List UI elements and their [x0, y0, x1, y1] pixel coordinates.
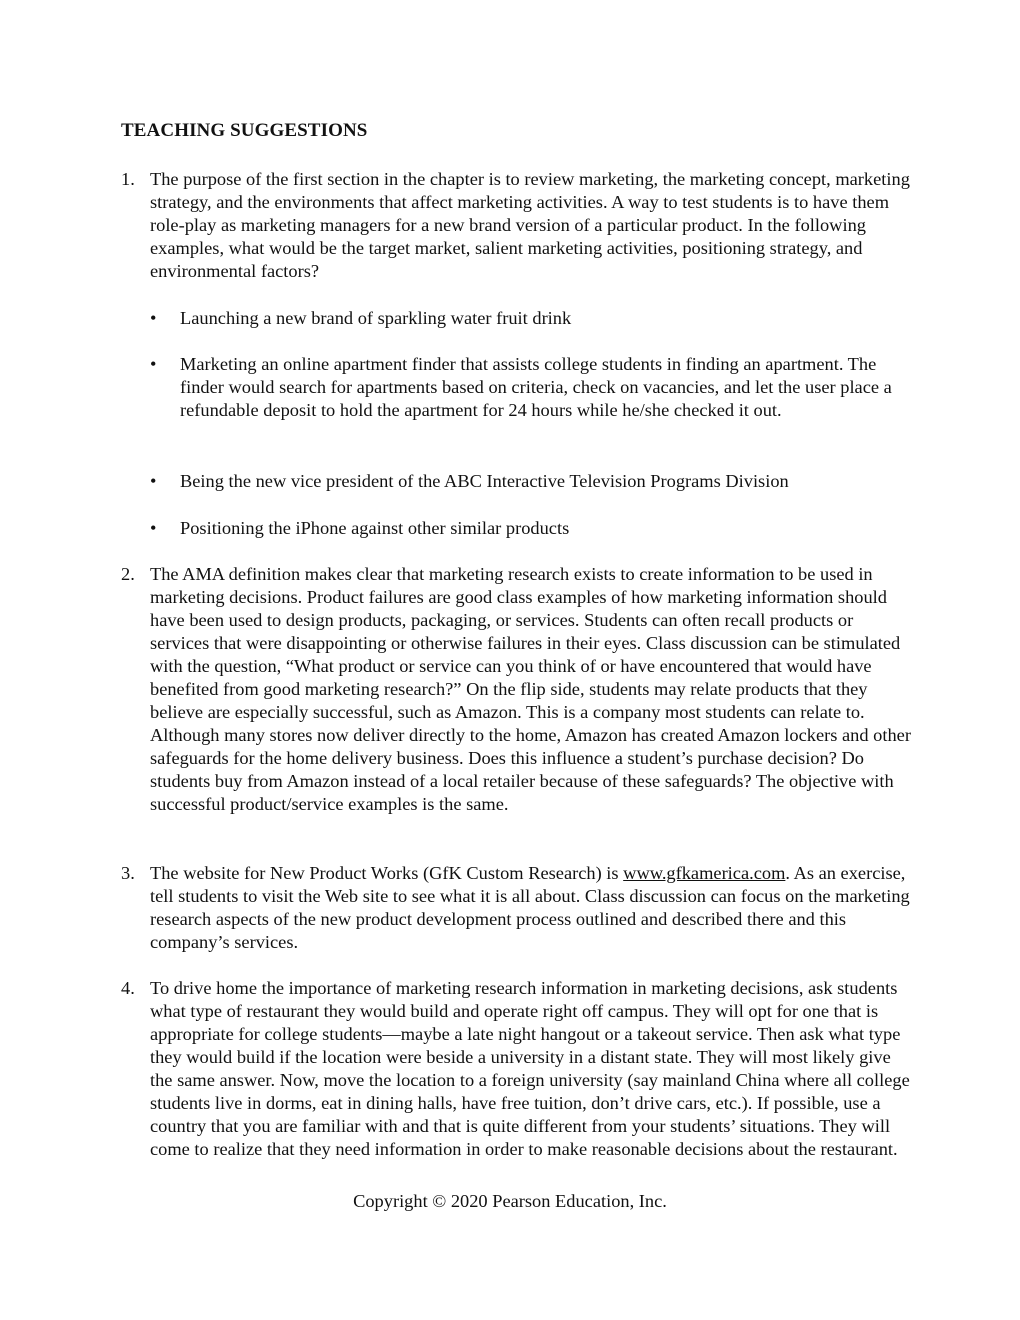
- list-item-text: The AMA definition makes clear that marketing research exists to create information to be used in marketing decisions. Product failures are good class examples of how marketing information should have been used to design products, packaging, or services. Students can often recall products or services that were disappointing or otherwise failures in their eyes. Class discussion can be stimulated with the question, “What product or service can you think of or have encountered that would have benefited from good marketing research?” On the flip side, students may relate products that they believe are especially successful, such as Amazon. This is a company most students can relate to. Although many stores now deliver directly to the home, Amazon has created Amazon lockers and other safeguards for the home delivery business. Does this influence a student’s purchase decision? Do students buy from Amazon instead of a local retailer because of these safeguards? The objective with successful product/service examples is the same.: [150, 564, 911, 814]
- bullet-marker: •: [150, 471, 157, 491]
- bullet-text: Marketing an online apartment finder that assists college students in finding an apartment. The finder would search for apartments based on criteria, check on vacancies, and let the user place a refundable deposit to hold the apartment for 24 hours while he/she checked it out.: [180, 354, 892, 420]
- list-item-text: To drive home the importance of marketing research information in marketing decisions, ask students what type of restaurant they would build and operate right off campus. They will opt for one that is appropriate for college students—maybe a late night hangout or a takeout service. Then ask what type they would build if the location were beside a university in a distant state. They will most likely give the same answer. Now, move the location to a foreign university (say mainland China where all college students live in dorms, eat in dining halls, have free tuition, don’t drive cars, etc.). If possible, use a country that you are familiar with and that is quite different from your students’ situations. They will come to realize that they need information in order to make reasonable decisions about the restaurant.: [150, 978, 910, 1159]
- bullet-item-3: [150, 470, 910, 493]
- list-item-number: 2.: [121, 564, 135, 584]
- text-before-link: The website for New Product Works (GfK Custom Research) is: [150, 863, 624, 883]
- list-item-2: [121, 563, 911, 816]
- bullet-text: Positioning the iPhone against other similar products: [180, 518, 570, 538]
- bullet-marker: •: [150, 308, 157, 328]
- bullet-text: Launching a new brand of sparkling water fruit drink: [180, 308, 572, 328]
- list-item-4: [121, 977, 911, 1161]
- bullet-marker: •: [150, 518, 157, 538]
- text-after-link: . As an exercise, tell students to visit the Web site to see what it is all about. Class discussion can focus on the marketing research aspects of the new product development process outlined and described there and this company’s services.: [150, 863, 910, 952]
- list-item-number: 3.: [121, 863, 135, 883]
- list-item-number: 1.: [121, 169, 135, 189]
- bullet-item-1: [150, 307, 910, 330]
- bullet-text: Being the new vice president of the ABC Interactive Television Programs Division: [180, 471, 789, 491]
- bullet-item-4: [150, 517, 910, 540]
- list-item-text: The purpose of the first section in the chapter is to review marketing, the marketing concept, marketing strategy, and the environments that affect marketing activities. A way to test students is to have them role-play as marketing managers for a new brand version of a particular product. In the following examples, what would be the target market, salient marketing activities, positioning strategy, and environmental factors?: [150, 169, 910, 281]
- bullet-item-2: [150, 353, 910, 422]
- gfk-website-link[interactable]: www.gfkamerica.com: [623, 863, 786, 883]
- copyright-footer: Copyright © 2020 Pearson Education, Inc.: [353, 1191, 667, 1211]
- list-item-3: [121, 862, 911, 954]
- bullet-marker: •: [150, 354, 157, 374]
- page-title: TEACHING SUGGESTIONS: [121, 120, 368, 141]
- list-item-text: [150, 862, 911, 954]
- list-item-1: [121, 168, 911, 283]
- list-item-number: 4.: [121, 978, 135, 998]
